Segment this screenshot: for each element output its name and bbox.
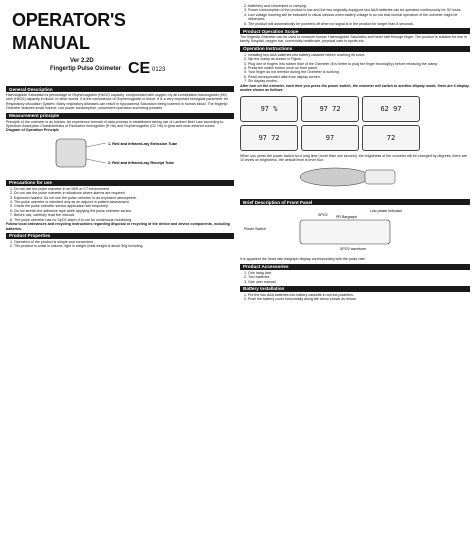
list-item: 2. The product is small in volume, light in weight (total weight is about 50g including (14, 244, 234, 248)
precautions-header: Precautions for use (6, 180, 234, 186)
front-panel-diagram (240, 206, 470, 252)
display-mode-screen: 97 % (240, 96, 298, 122)
list-item: 4. Press the switch button once on front panel. (248, 66, 470, 70)
list-item: 2. batteries) and convenient in carrying (248, 4, 470, 8)
list-item: 6. Read corresponded data from display screen. (248, 75, 470, 79)
battery-header: Battery Installation (240, 286, 470, 292)
title-line-2: MANUAL (12, 33, 90, 53)
power-text: When you press the power switch for a long time (more than one second), the brightness of the oximeter will be changed by degrees, there are 10 levels on brightness, the default level is level four. (240, 153, 467, 162)
panel-label: SPO2 (318, 213, 328, 218)
instructions-header: Operation Instructions (240, 46, 470, 52)
properties-continued (240, 4, 470, 26)
subtitle: Fingertip Pulse Oximeter (50, 66, 122, 72)
list-item: 5. Your finger do not tremble during the Oximeter is working. (248, 70, 470, 74)
title-line-1: OPERATOR'S (12, 10, 126, 30)
panel-label: PR Bargraph (336, 215, 357, 220)
list-item: 1. Put the two AAA batteries into battery cassette in correct polarities. (248, 293, 470, 297)
list-item: 2. Nip the clamp as shown in Figure. (248, 57, 470, 61)
accessories-list (240, 271, 470, 284)
bargraph-note: It is apparent the heart rate bargraph display corresponding with the pulse rate. (240, 257, 366, 262)
right-column (240, 4, 470, 302)
diagram-item-1: 1. Red and Infrared-ray Emission Tube (108, 141, 178, 146)
battery-list (240, 293, 470, 302)
left-column (6, 84, 234, 249)
diagram-title: Diagram of Operation Principle (6, 128, 59, 133)
list-item: 1. Do not use the pulse oximeter in an MRI or CT environment (14, 187, 234, 191)
list-item: 2. Do not use the pulse oximeter in situations where alarms are required. (14, 191, 234, 195)
general-text: Haemoglobin Saturation is percentage of Oxyhemoglobin (HbO2) capacity, compounded with oxygen, by all combinative haemoglobin (Hb) obin (HbO2) capacity in blood. In other words, it is the consistence of Oxyhemoglobin in blood. It is a very important biological parameter for Respiratory circulation System. Many respiratory diseases can result in hypoxaemia Saturation being lowered in human blood. The fingertip Oximeter features small volume, low power consumption, convenient operation and being portable. (6, 93, 228, 111)
list-item: 2. Two batteries (248, 275, 470, 279)
display-modes (240, 96, 470, 151)
list-item: 3. One user manual (248, 280, 470, 284)
display-mode-screen: 97 72 (301, 96, 359, 122)
modes-note: After turn on the oximeter, each time you press the power switch, the oximeter will switch to another display mode, there are 6 display modes shown as follows: (240, 83, 470, 93)
accessories-header: Product Accessories (240, 264, 470, 270)
list-item: 1. Operation of the product is simple and convenient (14, 240, 234, 244)
scope-text: The fingertip Oximeter can be used to measure human Haemoglobin Saturation and heart rate through finger. The product is suitable for use in family, hospital, oxygen bar, community healthcare, physical care in sports etc. (240, 35, 467, 44)
diagram-item-2: 2. Red and Infrared-ray Receipt Tube (108, 160, 174, 165)
list-item: 2. Push the battery cover horizontally along the arrow shown as below: (248, 297, 470, 301)
principle-diagram (6, 133, 234, 173)
list-item: 3. Plug one of fingers into rubber hole of the Oximeter (it is better to plug the finger thoroughly) before releasing the clamp. (248, 62, 470, 66)
panel-label: Low power indicator (370, 209, 402, 214)
precautions-list (6, 187, 234, 222)
list-item: 6. Do not stretch the adhesive tape while applying the pulse oximeter sensor. (14, 209, 234, 213)
panel-label: Power Switch (244, 227, 266, 232)
finger-insertion-illustration (240, 162, 470, 192)
front-panel-header: Brief Description of Front Panel (240, 199, 470, 205)
ce-mark-icon: CE (128, 60, 151, 77)
general-header: General Description (6, 86, 234, 92)
scope-header: Product Operation Scope (240, 28, 470, 34)
display-mode-screen: 72 (362, 125, 420, 151)
display-mode-screen: 62 97 (362, 96, 420, 122)
properties-list (6, 240, 234, 249)
list-item: 3. Power consumption of the product is low and the two originally-equipped two AAA batteries can be operated continuously for 30 hours. (248, 8, 470, 12)
list-item: 4. Low voltage warning will be indicated in visual window when battery voltage is so low that normal operation of the oximeter might be influenced. (248, 13, 470, 22)
list-item: 1. One hang lace (248, 271, 470, 275)
list-item: 4. The pulse oximeter is intended only as an adjunct in patient assessment. (14, 200, 234, 204)
list-item: 8. The pulse oximeter has no SpO2 alarm; it is not for continuous monitoring. (14, 218, 234, 222)
properties-header: Product Properties (6, 233, 234, 239)
list-item: 5. The product will automatically be powered off when no signal is in the product for longer than 8 seconds. (248, 22, 470, 26)
list-item: 1. Installing two AAA batteries into battery cassette before covering its cover. (248, 53, 470, 57)
list-item: 7. Before use, carefully read the manual. (14, 213, 234, 217)
instructions-list (240, 53, 470, 84)
display-mode-screen: 97 72 (240, 125, 298, 151)
follow-text: Follow local ordinances and recycling instructions regarding disposal or recycling of the device and device components, including batteries. (6, 222, 230, 231)
principle-text: Principle of the oximeter is as follows: An experience formula of data process is established taking use of Lambert Beer Law according to Spectrum Absorption Characteristics of Reductive hemoglobin (R Hb) and Oxyhemoglobin (O2 Hb) in glow and near-infrared zones. (6, 119, 224, 129)
display-mode-screen: 97 (301, 125, 359, 151)
version-label: Ver 2.2D (70, 58, 94, 64)
panel-label: SPO2 waveform (340, 247, 367, 252)
list-item: 3. Explosion hazard: Do not use the pulse oximeter in an explosive atmosphere. (14, 196, 234, 200)
list-item: 5. Check the pulse oximeter sensor application site frequently. (14, 204, 234, 208)
ce-number: 0123 (152, 67, 166, 73)
list-item: 7. Six display modes (248, 79, 470, 83)
principle-header: Measurement principle (6, 113, 234, 119)
